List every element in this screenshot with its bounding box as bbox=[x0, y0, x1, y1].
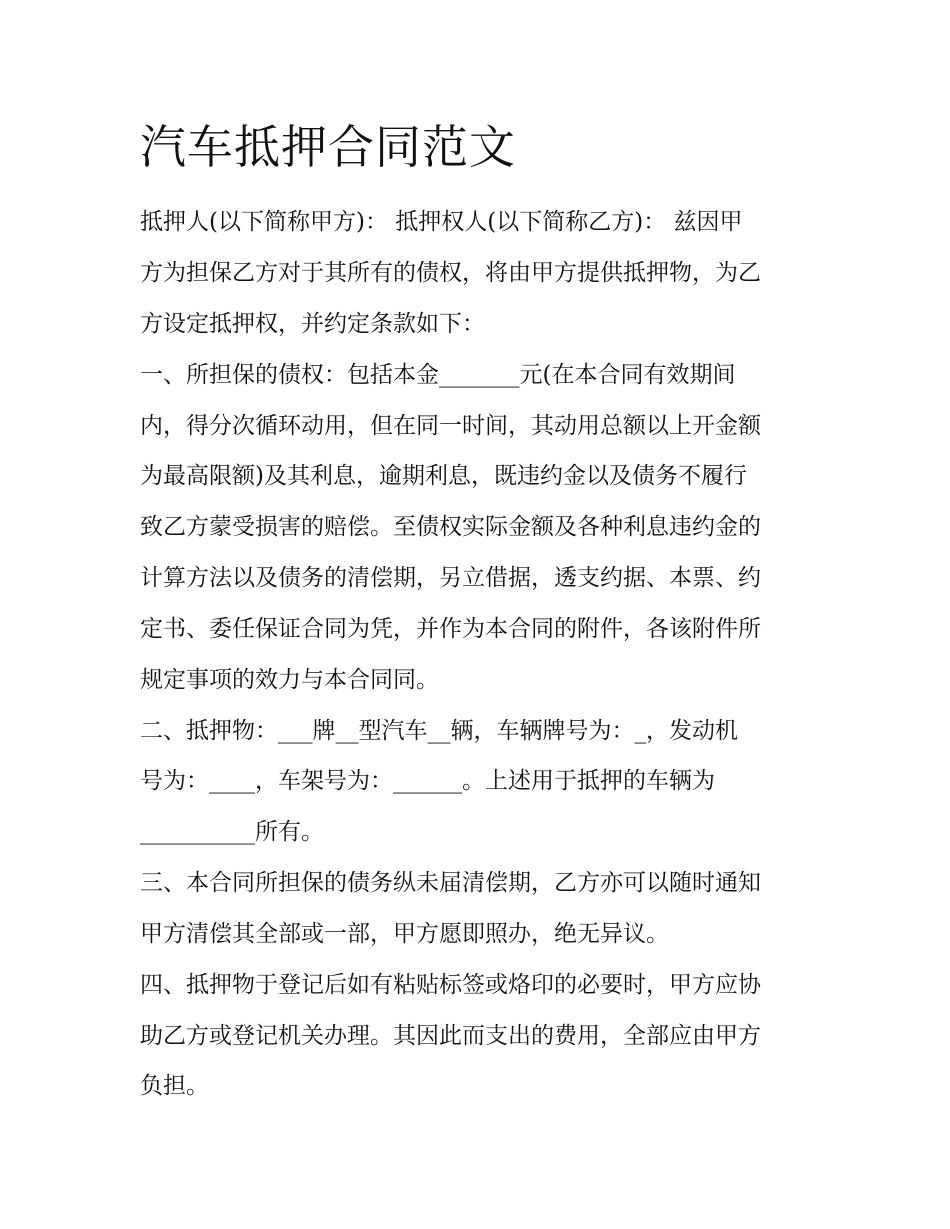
body-line: __________所有。 bbox=[140, 819, 324, 845]
body-line: 二、抵押物：___牌__型汽车__辆，车辆牌号为：_，发动机 bbox=[140, 718, 738, 744]
body-line: 三、本合同所担保的债务纵未届清偿期，乙方亦可以随时通知 bbox=[140, 870, 761, 896]
body-line: 为最高限额)及其利息，逾期利息，既违约金以及债务不履行 bbox=[140, 463, 747, 489]
body-line: 号为：____，车架号为：______。上述用于抵押的车辆为 bbox=[140, 768, 715, 794]
body-line: 致乙方蒙受损害的赔偿。至债权实际金额及各种利息违约金的 bbox=[140, 514, 761, 540]
body-line: 甲方清偿其全部或一部，甲方愿即照办，绝无异议。 bbox=[140, 921, 669, 947]
body-line: 助乙方或登记机关办理。其因此而支出的费用，全部应由甲方 bbox=[140, 1023, 761, 1049]
body-line: 规定事项的效力与本合同同。 bbox=[140, 667, 439, 693]
body-line: 负担。 bbox=[140, 1073, 209, 1099]
body-line: 抵押人(以下简称甲方)： 抵押权人(以下简称乙方)： 兹因甲 bbox=[140, 209, 743, 235]
body-line: 内，得分次循环动用，但在同一时间，其动用总额以上开金额 bbox=[140, 413, 761, 439]
body-line: 四、抵押物于登记后如有粘贴标签或烙印的必要时，甲方应协 bbox=[140, 972, 761, 998]
body-line: 定书、委任保证合同为凭，并作为本合同的附件，各该附件所 bbox=[140, 616, 761, 642]
body-line: 方设定抵押权，并约定条款如下： bbox=[140, 311, 485, 337]
body-line: 计算方法以及债务的清偿期，另立借据，透支约据、本票、约 bbox=[140, 565, 761, 591]
body-line: 一、所担保的债权：包括本金_______元(在本合同有效期间 bbox=[140, 362, 736, 388]
document-title: 汽车抵押合同范文 bbox=[140, 120, 516, 174]
body-line: 方为担保乙方对于其所有的债权，将由甲方提供抵押物，为乙 bbox=[140, 260, 761, 286]
